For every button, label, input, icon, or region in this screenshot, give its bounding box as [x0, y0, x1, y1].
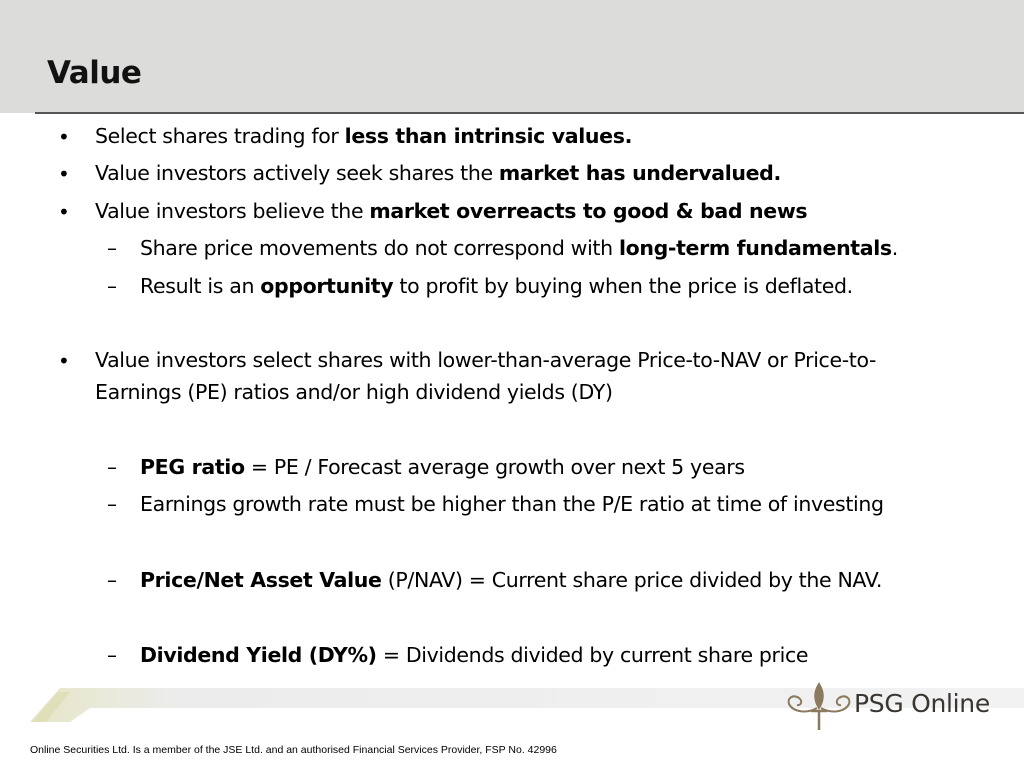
logo-text: PSG Online [854, 689, 990, 718]
bullet-item: Value investors actively seek shares the market has undervalued. [95, 161, 781, 185]
sub-bullet-item: Dividend Yield (DY%) = Dividends divided by current share price [140, 643, 809, 667]
bullet-marker: • [58, 125, 70, 149]
title-divider [35, 112, 1024, 114]
title-band [0, 0, 1024, 113]
dash-marker: – [107, 568, 117, 592]
bullet-marker: • [58, 349, 70, 373]
dash-marker: – [107, 455, 117, 479]
bullet-marker: • [58, 162, 70, 186]
dash-marker: – [107, 492, 117, 516]
sub-bullet-item: Result is an opportunity to profit by buying when the price is deflated. [140, 274, 853, 298]
slide-title: Value [47, 55, 142, 91]
bullet-item: Value investors believe the market overreacts to good & bad news [95, 199, 808, 223]
dash-marker: – [107, 643, 117, 667]
dash-marker: – [107, 236, 117, 260]
bullet-item-line-1: Value investors select shares with lower-than-average Price-to-NAV or Price-to- [95, 348, 877, 372]
dash-marker: – [107, 274, 117, 298]
sub-bullet-item: Price/Net Asset Value (P/NAV) = Current share price divided by the NAV. [140, 568, 882, 592]
sub-bullet-item: Earnings growth rate must be higher than the P/E ratio at time of investing [140, 492, 884, 516]
bullet-marker: • [58, 200, 70, 224]
sub-bullet-item: PEG ratio = PE / Forecast average growth over next 5 years [140, 455, 745, 479]
footer-disclaimer: Online Securities Ltd. Is a member of the JSE Ltd. and an authorised Financial Services Provider, FSP No. 42996 [30, 744, 557, 756]
bullet-item: Select shares trading for less than intrinsic values. [95, 124, 633, 148]
sub-bullet-item: Share price movements do not correspond with long-term fundamentals. [140, 236, 898, 260]
bullet-item-line-2: Earnings (PE) ratios and/or high dividend yields (DY) [95, 380, 613, 404]
